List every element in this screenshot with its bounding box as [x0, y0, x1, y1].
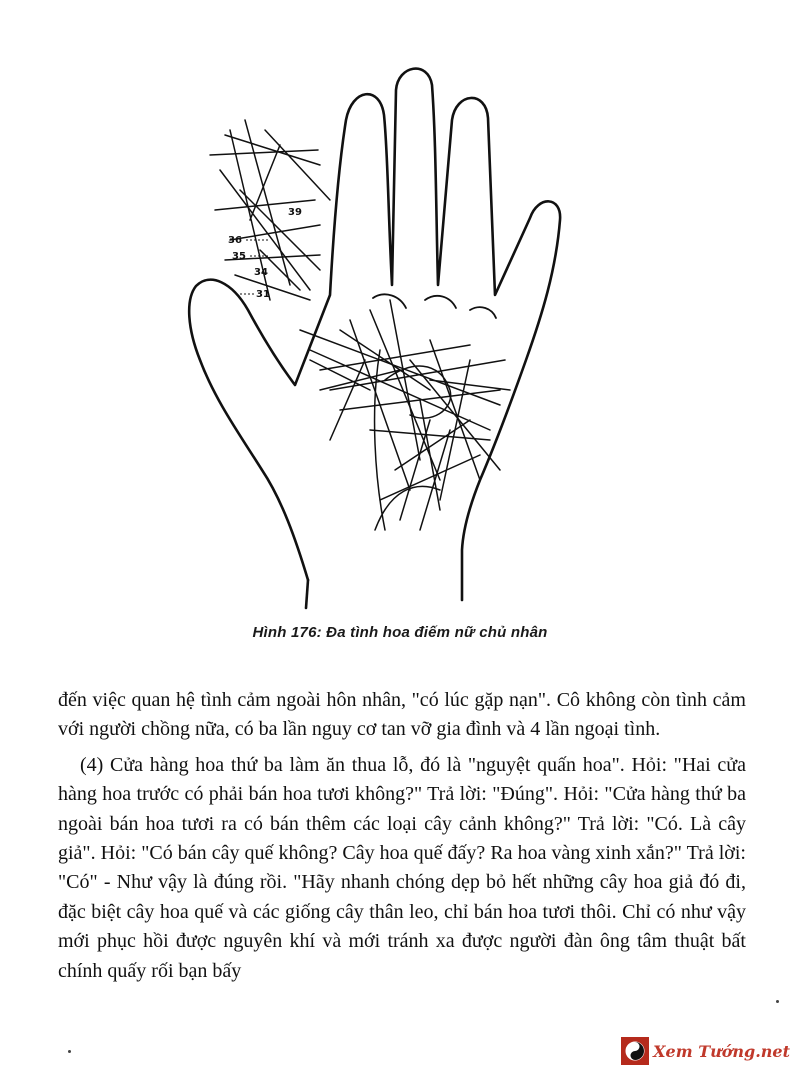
figure-caption: Hình 176: Đa tình hoa điếm nữ chủ nhân [252, 624, 548, 641]
paragraph-2: (4) Cửa hàng hoa thứ ba làm ăn thua lỗ, đó là "nguyệt quấn hoa". Hỏi: "Hai cửa hàng hoa trước có phải bán hoa tươi không?" Trả lời: "Đúng". Hỏi: "Cửa hàng thứ ba ngoài bán hoa tươi ra có bán thêm các loại cây cảnh không?" Trả lời: "Có. Là cây giả". Hỏi: "Có bán cây quế không? Cây hoa quế đấy? Ra hoa vàng xinh xắn?" Trả lời: "Có" - Như vậy là đúng rồi. "Hãy nhanh chóng dẹp bỏ hết những cây hoa giả đó đi, đặc biệt cây hoa quế và các giống cây thân leo, chỉ bán hoa tươi thôi. Chỉ có như vậy mới phục hồi được nguyên khí và mới tránh xa được người đàn ông tâm thuật bất chính quấy rối bạn bấy [58, 753, 746, 982]
paragraph-1: đến việc quan hệ tình cảm ngoài hôn nhân, "có lúc gặp nạn". Cô không còn tình cảm với người chồng nữa, có ba lần nguy cơ tan vỡ gia đình và 4 lần ngoại tình. [58, 689, 746, 741]
body-text [58, 686, 746, 986]
line-label-39: 39 [288, 207, 302, 218]
hand-outline [189, 69, 560, 600]
line-label-35: 35 [232, 251, 246, 262]
scan-speck [68, 1050, 71, 1053]
palm-illustration [170, 60, 590, 610]
scan-speck [776, 1000, 779, 1003]
watermark-text: Xem Tướng.net [653, 1041, 790, 1061]
watermark-logo [621, 1034, 790, 1068]
line-label-31: 31 [256, 289, 270, 300]
line-label-36: 36 [228, 235, 242, 246]
line-label-34: 34 [254, 267, 268, 278]
yin-yang-icon [621, 1037, 649, 1065]
